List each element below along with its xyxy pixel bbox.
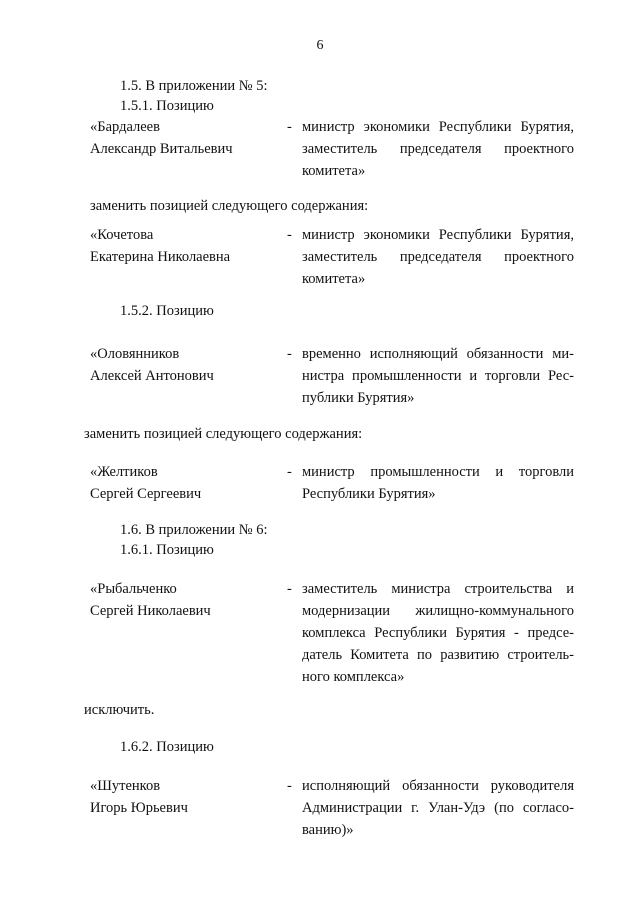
desc-line: комитета» [302, 163, 366, 179]
dash: - [287, 581, 292, 597]
page-number: 6 [316, 38, 324, 53]
desc-line: временно исполняющий обязанности ми- [302, 346, 574, 362]
item-1-6-1-label: 1.6.1. Позицию [120, 542, 214, 558]
position-description [302, 578, 574, 688]
item-1-6-2-label: 1.6.2. Позицию [120, 739, 214, 755]
replace-text: заменить позицией следующего содержания: [90, 198, 369, 214]
person-name [90, 578, 280, 622]
person-name [90, 343, 280, 387]
exclude-text: исключить. [84, 702, 155, 718]
name-line: Екатерина Николаевна [90, 249, 231, 265]
desc-line: датель Комитета по развитию строитель- [302, 647, 574, 663]
desc-line: модернизации жилищно-коммунального [302, 603, 574, 619]
person-name [90, 461, 280, 505]
name-line: Сергей Николаевич [90, 603, 211, 619]
desc-line: заместитель председателя проектного [302, 141, 574, 157]
name-line: Сергей Сергеевич [90, 486, 202, 502]
dash: - [287, 346, 292, 362]
desc-line: заместитель председателя проектного [302, 249, 574, 265]
name-line: Игорь Юрьевич [90, 800, 188, 816]
desc-line: министр промышленности и торговли [302, 464, 574, 480]
person-name [90, 224, 280, 268]
name-line: «Шутенков [90, 778, 161, 794]
item-1-5-2-label: 1.5.2. Позицию [120, 303, 214, 319]
dash: - [287, 778, 292, 794]
section-1-5-heading: 1.5. В приложении № 5: [120, 78, 268, 94]
name-line: «Кочетова [90, 227, 154, 243]
desc-line: ного комплекса» [302, 669, 405, 685]
person-name [90, 775, 280, 819]
desc-line: Республики Бурятия» [302, 486, 436, 502]
name-line: «Рыбальченко [90, 581, 177, 597]
desc-line: комплекса Республики Бурятия - предсе- [302, 625, 574, 641]
dash: - [287, 227, 292, 243]
desc-line: Администрации г. Улан-Удэ (по согласо- [302, 800, 574, 816]
desc-line: министр экономики Республики Бурятия, [302, 227, 574, 243]
desc-line: комитета» [302, 271, 366, 287]
name-line: «Желтиков [90, 464, 158, 480]
name-line: «Оловянников [90, 346, 180, 362]
replace-text: заменить позицией следующего содержания: [84, 426, 363, 442]
position-description [302, 775, 574, 841]
position-description [302, 116, 574, 182]
person-name [90, 116, 280, 160]
dash: - [287, 464, 292, 480]
name-line: Алексей Антонович [90, 368, 214, 384]
position-description [302, 461, 574, 505]
dash: - [287, 119, 292, 135]
section-1-6-heading: 1.6. В приложении № 6: [120, 522, 268, 538]
desc-line: министр экономики Республики Бурятия, [302, 119, 574, 135]
position-description [302, 343, 574, 409]
desc-line: публики Бурятия» [302, 390, 415, 406]
item-1-5-1-label: 1.5.1. Позицию [120, 98, 214, 114]
name-line: «Бардалеев [90, 119, 160, 135]
desc-line: исполняющий обязанности руководителя [302, 778, 574, 794]
desc-line: нистра промышленности и торговли Рес- [302, 368, 574, 384]
desc-line: заместитель министра строительства и [302, 581, 574, 597]
name-line: Александр Витальевич [90, 141, 233, 157]
position-description [302, 224, 574, 290]
desc-line: ванию)» [302, 822, 354, 838]
